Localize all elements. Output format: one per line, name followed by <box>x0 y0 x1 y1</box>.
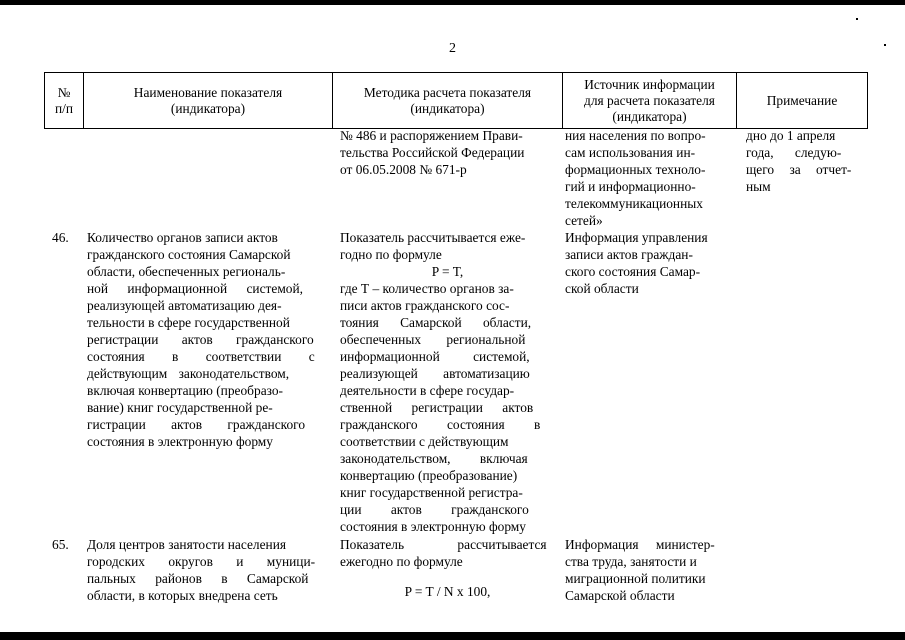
indicator-name: Количество органов записи актов гражданского состояния Самарской области, обеспеченных региональ- ной информационной системой, реализующей автоматизацию дея- тельности в сфере государственной регистрации актов гражданского состояния в соответствии с действующим законодательством, включая конвертацию (преобразо- вание) книг государственной ре- гистрации актов гражданского состояния в электронную форму <box>87 230 315 449</box>
continuation-note: дно до 1 апреля года, следую- щего за отчет- ным <box>746 128 852 194</box>
header-cell-name: Наименование показателя (индикатора) <box>84 73 333 128</box>
header-cell-method: Методика расчета показателя (индикатора) <box>333 73 563 128</box>
header-cell-source: Источник информации для расчета показателя (индикатора) <box>563 73 737 128</box>
scan-speck <box>856 18 858 20</box>
page-number: 2 <box>449 41 456 56</box>
header-cell-num: № п/п <box>45 73 84 128</box>
indicator-name: Доля центров занятости населения городских округов и муници- пальных районов в Самарской области, в которых внедрена сеть <box>87 537 316 603</box>
scan-bottom-border <box>0 632 905 640</box>
continuation-method: № 486 и распоряжением Прави- тельства Российской Федерации от 06.05.2008 № 671-р <box>340 128 525 177</box>
information-source: Информация министер- ства труда, занятости и миграционной политики Самарской области <box>565 537 715 603</box>
formula: P = T, <box>431 264 464 279</box>
information-source: Информация управления записи актов граждан- ского состояния Самар- ской области <box>565 230 708 296</box>
row-number: 46. <box>52 230 69 245</box>
formula: P = T / N x 100, <box>404 584 491 599</box>
row-number: 65. <box>52 537 69 552</box>
continuation-source: ния населения по вопро- сам использования ин- формационных техноло- гий и информационно- телекоммуникационных сетей» <box>565 128 706 228</box>
calculation-method: Показатель рассчитывается ежегодно по формуле P = T / N x 100, <box>340 536 555 600</box>
scan-top-border <box>0 0 905 5</box>
calculation-method: Показатель рассчитывается еже- годно по формуле P = T, где Т – количество органов за- писи актов гражданского сос- тояния Самарской области, обеспеченных региональной информационной системой, реализующей автоматизацию деятельности в сфере государ- ственной регистрации актов гражданского состояния в соответствии с действующим законодательством, включая конвертацию (преобразование) книг государственной регистра- ции актов гражданского состояния в электронную форму <box>340 229 555 535</box>
header-cell-note: Примечание <box>766 92 838 108</box>
table-header <box>44 72 868 129</box>
